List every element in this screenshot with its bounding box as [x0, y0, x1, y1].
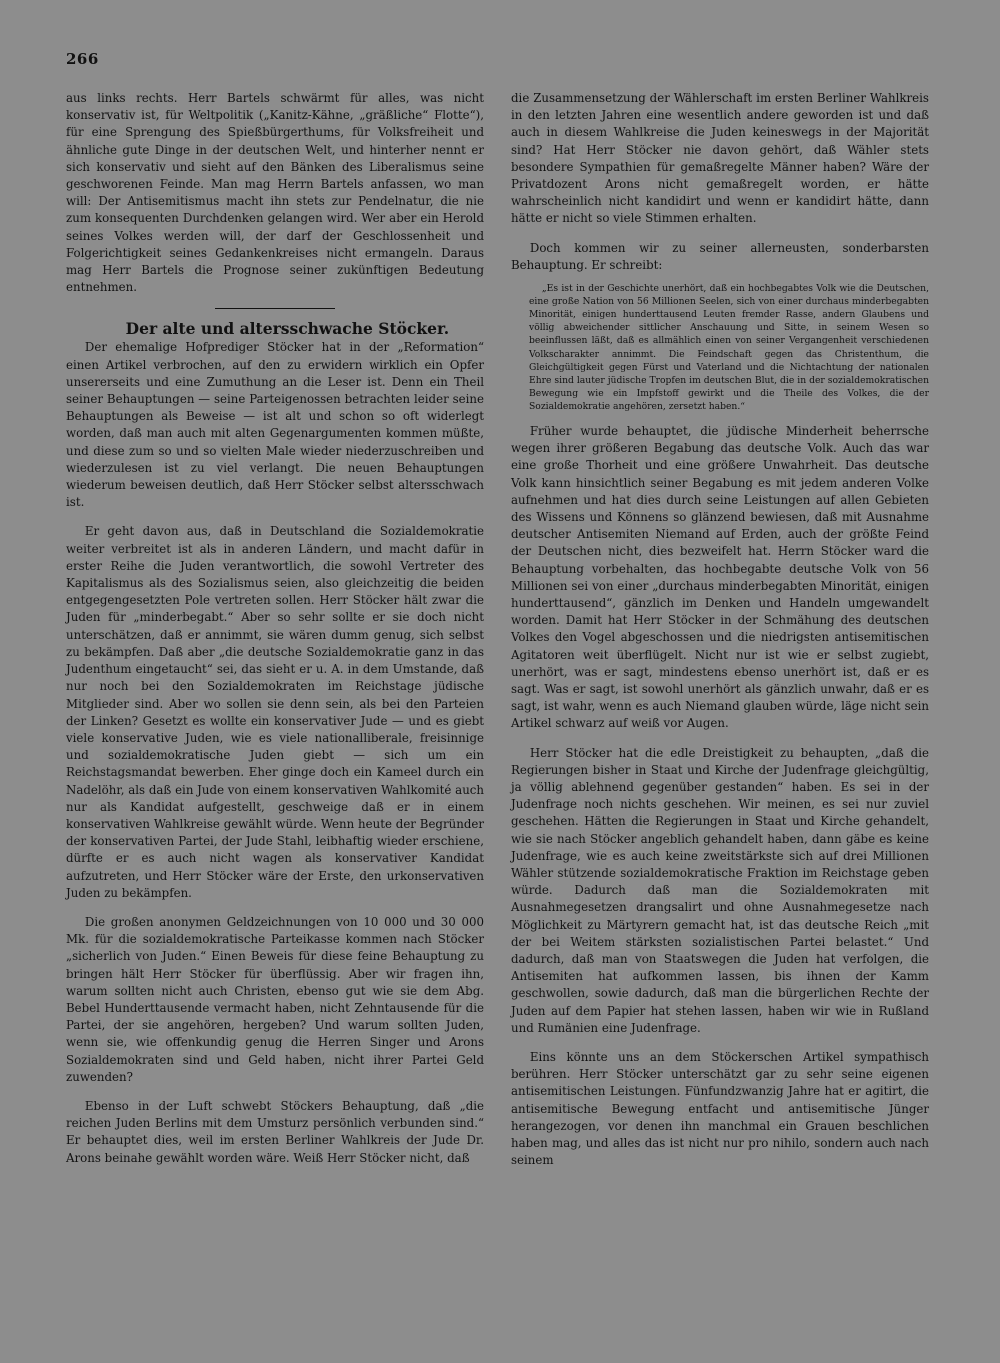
right-column [511, 90, 929, 1170]
article-heading: Der alte und altersschwache Stöcker. [125, 319, 450, 339]
paragraph: Ebenso in der Luft schwebt Stöckers Behauptung, daß „die reichen Juden Berlins mit dem Umsturz persönlich verbunden sind.“ Er behauptet dies, weil im ersten Berliner Wahlkreis der Jude Dr. Arons beinahe gewählt worden wäre. Weiß Herr Stöcker nicht, daß [66, 1098, 484, 1165]
section-divider [215, 308, 335, 309]
paragraph: Früher wurde behauptet, die jüdische Minderheit beherrsche wegen ihrer größeren Begabung das deutsche Volk. Auch das war eine große Thorheit und eine größere Unwahrheit. Das deutsche Volk kann hinsichtlich seiner Begabung es mit jedem anderen Volke aufnehmen und hat dies durch seine Leistungen auf allen Gebieten des Wissens und Könnens so glänzend bewiesen, daß mit Ausnahme deutscher Antisemiten Niemand auf Erden, auch der größte Feind der Deutschen nicht, dies bezweifelt hat. Herrn Stöcker ward die Behauptung vorbehalten, das hochbegabte deutsche Volk von 56 Millionen sei von einer „durchaus minderbegabten Minorität, einigen hunderttausend“, gänzlich im Denken und Handeln umgewandelt worden. Damit hat Herr Stöcker in der Schmähung des deutschen Volkes den Vogel abgeschossen und die niedrigsten antisemitischen Agitatoren weit überflügelt. Nicht nur ist wie er selbst zugiebt, unerhört, was er sagt, mindestens ebenso unerhört ist, daß er es sagt. Was er sagt, ist sowohl unerhört als gänzlich unwahr, daß er es sagt, ist wahr, wenn es auch Niemand glauben würde, läge nicht sein Artikel schwarz auf weiß vor Augen. [511, 423, 929, 731]
left-column [66, 90, 484, 1167]
quote-text: „Es ist in der Geschichte unerhört, daß ein hochbegabtes Volk wie die Deutschen, eine große Nation von 56 Millionen Seelen, sich von einer durchaus minderbegabten Minorität, einigen hunderttausend Leuten fremder Rasse, andern Glaubens und völlig abweichender sittlicher Anschauung und Sitte, in seinem Wesen so beeinflussen läßt, daß es allmählich einen von seiner Vergangenheit verschiedenen Volkscharakter annimmt. Die Feindschaft gegen das Christenthum, die Gleichgültigkeit gegen Fürst und Vaterland und die Nichtachtung der nationalen Ehre sind lauter jüdische Tropfen im deutschen Blut, die in der sozialdemokratischen Bewegung wie ein Impfstoff gewirkt und die Theile des Volkes, die der Sozialdemokratie angehören, zersetzt haben.“ [529, 283, 929, 412]
page-number: 266 [66, 50, 99, 68]
paragraph: Herr Stöcker hat die edle Dreistigkeit zu behaupten, „daß die Regierungen bisher in Staat und Kirche der Judenfrage gleichgültig, ja völlig ablehnend gegenüber gestanden“ haben. Es sei in der Judenfrage noch nichts geschehen. Wir meinen, es sei nur zuviel geschehen. Hätten die Regierungen in Staat und Kirche gehandelt, wie sie nach Stöcker angeblich gehandelt haben, dann gäbe es keine Judenfrage, wie es auch keine zweitstärkste sich auf drei Millionen Wähler stützende sozialdemokratische Fraktion im Reichstage geben würde. Dadurch daß man die Sozialdemokraten mit Ausnahmegesetzen drangsalirt und ohne Ausnahmegesetze nach Möglichkeit zu Märtyrern gemacht hat, ist das deutsche Reich „mit der bei Weitem stärksten sozialistischen Partei belastet.“ Und dadurch, daß man von Staatswegen die Juden hat verfolgen, die Antisemiten hat aufkommen lassen, bis ihnen der Kamm geschwollen, sowie dadurch, daß man die bürgerlichen Rechte der Juden auf dem Papier hat stehen lassen, haben wir wie in Rußland und Rumänien eine Judenfrage. [511, 745, 929, 1035]
paragraph: Eins könnte uns an dem Stöckerschen Artikel sympathisch berühren. Herr Stöcker unterschätzt gar zu sehr seine eigenen antisemitischen Leistungen. Fünfundzwanzig Jahre hat er agitirt, die antisemitische Bewegung entfacht und antisemitische Jünger herangezogen, vor denen ihn manchmal ein Grauen beschlichen haben mag, und alles das ist nicht nur pro nihilo, sondern auch nach seinem [511, 1050, 929, 1168]
paragraph: Er geht davon aus, daß in Deutschland die Sozialdemokratie weiter verbreitet ist als in anderen Ländern, und macht dafür in erster Reihe die Juden verantwortlich, die sowohl Vertreter des Kapitalismus als des Sozialismus seien, also gleichzeitig die beiden entgegengesetzten Pole vertreten sollen. Herr Stöcker hält zwar die Juden für „minderbegabt.“ Aber so sehr sollte er sie doch nicht unterschätzen, daß er annimmt, sie wären dumm genug, sich selbst zu bekämpfen. Daß aber „die deutsche Sozialdemokratie ganz in das Judenthum eingetaucht“ sei, das sieht er u. A. in dem Umstande, daß nur noch bei den Sozialdemokraten im Reichstage jüdische Mitglieder sind. Aber wo sollen sie denn sein, als bei den Parteien der Linken? Gesetzt es wollte ein konservativer Jude — und es giebt viele konservative Juden, wie es viele nationalliberale, freisinnige und sozialdemokratische Juden giebt — sich um ein Reichstagsmandat bewerben. Eher ginge doch ein Kameel durch ein Nadelöhr, als daß ein Jude von einem konservativen Wahlkomité auch nur als Kandidat aufgestellt, geschweige daß er in einem konservativen Wahlkreise gewählt würde. Wenn heute der Begründer der konservativen Partei, der Jude Stahl, leibhaftig wieder erschiene, dürfte er es auch nicht wagen als konservativer Kandidat aufzutreten, und Herr Stöcker wäre der Erste, den urkonservativen Juden zu bekämpfen. [66, 524, 484, 900]
paragraph: Die großen anonymen Geldzeichnungen von 10 000 und 30 000 Mk. für die sozialdemokratische Parteikasse kommen nach Stöcker „sicherlich von Juden.“ Einen Beweis für diese feine Behauptung zu bringen hält Herr Stöcker für überflüssig. Aber wir fragen ihn, warum sollten nicht auch Christen, ebenso gut wie sie dem Abg. Bebel Hunderttausende vermacht haben, nicht Zehntausende für die Partei, der sie angehören, hergeben? Und warum sollten Juden, wenn sie, wie offenkundig genug die Herren Singer und Arons Sozialdemokraten sind und Geld haben, nicht ihrer Partei Geld zuwenden? [66, 914, 484, 1084]
paragraph-continued: die Zusammensetzung der Wählerschaft im ersten Berliner Wahlkreis in den letzten Jahren eine wesentlich andere geworden ist und daß auch in diesem Wahlkreise die Juden keineswegs in der Majorität sind? Hat Herr Stöcker nie davon gehört, daß Wähler stets besondere Sympathien für gemaßregelte Männer haben? Wäre der Privatdozent Arons nicht gemaßregelt worden, er hätte wahrscheinlich nicht kandidirt und wenn er kandidirt hätte, dann hätte er nicht so viele Stimmen erhalten. [511, 91, 929, 226]
paragraph: Der ehemalige Hofprediger Stöcker hat in der „Reformation“ einen Artikel verbrochen, auf den zu erwidern wirklich ein Opfer unsererseits und eine Zumuthung an die Leser ist. Denn ein Theil seiner Behauptungen — seine Parteigenossen betrachten leider seine Behauptungen als Beweise — ist alt und schon so oft widerlegt worden, daß man auch mit alten Gegenargumenten kommen müßte, und diese zum so und so vielten Male wieder niederzuschreiben und wiederzulesen ist zu viel verlangt. Die neuen Behauptungen wiederum beweisen deutlich, daß Herr Stöcker selbst altersschwach ist. [66, 340, 484, 510]
paragraph: Doch kommen wir zu seiner allerneusten, sonderbarsten Behauptung. Er schreibt: [511, 240, 929, 272]
block-quote [529, 282, 929, 413]
paragraph-intro: aus links rechts. Herr Bartels schwärmt für alles, was nicht konservativ ist, für Weltpolitik („Kanitz-Kähne, „gräßliche“ Flotte“), für eine Sprengung des Spießbürgerthums, für Volksfreiheit und ähnliche gute Dinge in der deutschen Welt, und hinterher nennt er sich konservativ und sieht auf den Bänken des Liberalismus seine geschworenen Feinde. Man mag Herrn Bartels anfassen, wo man will: Der Antisemitismus macht ihn stets zur Pendelnatur, die nie zum konsequenten Durchdenken gelangen wird. Wer aber ein Herold seines Volkes werden will, der darf der Geschlossenheit und Folgerichtigkeit seines Gedankenkreises nicht ermangeln. Daraus mag Herr Bartels die Prognose seiner zukünftigen Bedeutung entnehmen. [66, 91, 484, 295]
